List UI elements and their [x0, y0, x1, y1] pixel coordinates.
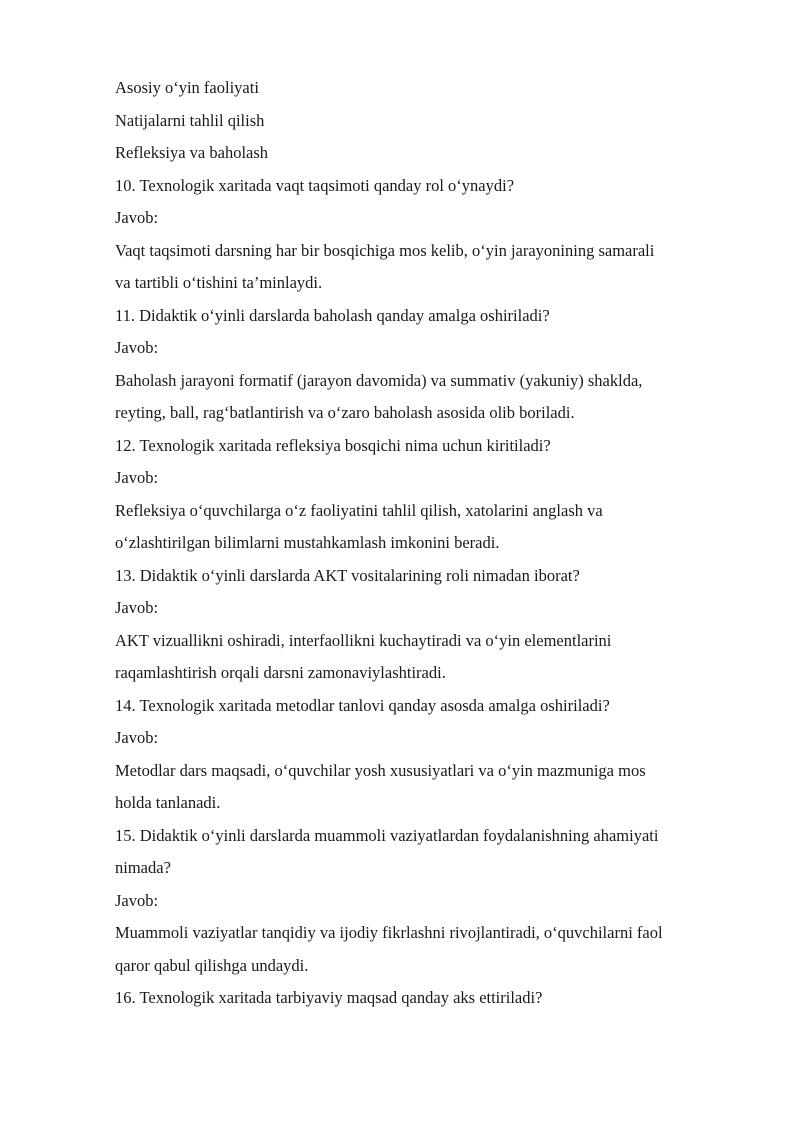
answer-12-line-1: Refleksiya o‘quvchilarga o‘z faoliyatini tahlil qilish, xatolarini anglash va	[115, 500, 603, 520]
answer-14-line-2: holda tanlanadi.	[115, 793, 221, 812]
answer-label: Javob:	[115, 890, 159, 910]
question-13: 13. Didaktik o‘yinli darslarda AKT vositalarining roli nimadan iborat?	[115, 565, 580, 585]
answer-13-line-2: raqamlashtirish orqali darsni zamonaviylashtiradi.	[115, 663, 446, 682]
answer-11-line-2: reyting, ball, rag‘batlantirish va o‘zaro baholash asosida olib boriladi.	[115, 403, 575, 422]
answer-14-line-1: Metodlar dars maqsadi, o‘quvchilar yosh xususiyatlari va o‘yin mazmuniga mos	[115, 760, 646, 780]
question-15: 15. Didaktik o‘yinli darslarda muammoli vaziyatlardan foydalanishning ahamiyati	[115, 825, 659, 845]
question-14: 14. Texnologik xaritada metodlar tanlovi qanday asosda amalga oshiriladi?	[115, 695, 610, 715]
intro-line: Asosiy o‘yin faoliyati	[115, 78, 259, 97]
answer-10-line-1: Vaqt taqsimoti darsning har bir bosqichiga mos kelib, o‘yin jarayonining samarali	[115, 240, 655, 260]
answer-label: Javob:	[115, 208, 159, 227]
answer-15-line-2: qaror qabul qilishga undaydi.	[115, 955, 309, 975]
answer-11-line-1: Baholash jarayoni formatif (jarayon davomida) va summativ (yakuniy) shaklda,	[115, 370, 643, 390]
question-11: 11. Didaktik o‘yinli darslarda baholash qanday amalga oshiriladi?	[115, 305, 550, 325]
intro-line: Refleksiya va baholash	[115, 143, 269, 162]
answer-label: Javob:	[115, 468, 159, 487]
intro-line: Natijalarni tahlil qilish	[115, 110, 265, 130]
answer-15-line-1: Muammoli vaziyatlar tanqidiy va ijodiy fikrlashni rivojlantiradi, o‘quvchilarni faol	[115, 923, 663, 942]
question-16: 16. Texnologik xaritada tarbiyaviy maqsad qanday aks ettiriladi?	[115, 988, 543, 1007]
answer-label: Javob:	[115, 728, 159, 747]
question-12: 12. Texnologik xaritada refleksiya bosqichi nima uchun kiritiladi?	[115, 435, 551, 455]
question-15-cont: nimada?	[115, 858, 171, 877]
answer-10-line-2: va tartibli o‘tishini ta’minlaydi.	[115, 273, 323, 292]
question-10: 10. Texnologik xaritada vaqt taqsimoti qanday rol o‘ynaydi?	[115, 175, 515, 195]
answer-label: Javob:	[115, 338, 159, 357]
answer-12-line-2: o‘zlashtirilgan bilimlarni mustahkamlash imkonini beradi.	[115, 533, 500, 552]
document-page	[115, 72, 745, 1015]
answer-label: Javob:	[115, 598, 159, 617]
answer-13-line-1: AKT vizuallikni oshiradi, interfaollikni kuchaytiradi va o‘yin elementlarini	[115, 630, 612, 650]
